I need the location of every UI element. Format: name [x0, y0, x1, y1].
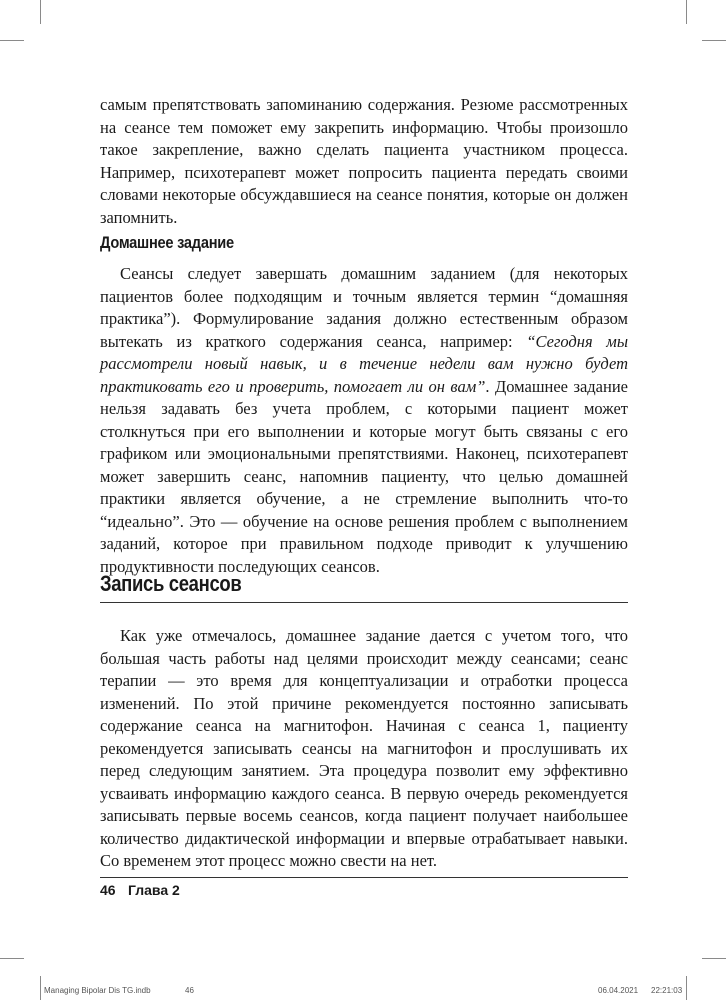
homework-text-after: . Домашнее задание нельзя задавать без учета проблем, с которыми пациент может столкнуться при его выполнении и которые могут быть связаны с его графиком или эмоциональными препятствиями. Наконец, психотерапевт может завершить сеанс, напомнив пациенту, что целью домашней практики является обучение, а не стремление выполнить что-то “идеально”. Это — обучение на основе решения проблем с выполнением заданий, которое при правильном подходе приводит к улучшению продуктивности последующих сеансов. — [100, 376, 628, 576]
crop-mark-bottom-right-v — [686, 976, 687, 1000]
intro-paragraph: самым препятствовать запоминанию содержания. Резюме рассмотренных на сеансе тем поможет ему закрепить информацию. Чтобы произошло такое закрепление, важно сделать пациента участником процесса. Например, психотерапевт может попросить пациента передать своими словами некоторые обсуждавшиеся на сеансе понятия, которые он должен запомнить. — [100, 95, 628, 227]
homework-text-before: Сеансы следует завершать домашним заданием (для некоторых пациентов более подходящим и точным является термин “домашняя практика”). Формулирование задания должно естественным образом вытекать из краткого содержания сеанса, например: — [100, 264, 628, 351]
slug-time: 22:21:03 — [651, 986, 683, 995]
crop-mark-bottom-right-h — [702, 958, 726, 959]
footer-rule — [100, 877, 628, 878]
chapter-label: Глава 2 — [128, 882, 180, 898]
slug-page: 46 — [185, 986, 194, 995]
crop-mark-top-left-h — [0, 40, 24, 41]
homework-block — [100, 263, 628, 578]
homework-quote: “Сегодня мы рассмотрели новый навык, и в течение недели вам нужно будет практиковать его и проверить, помогает ли он вам” — [100, 331, 629, 396]
crop-mark-top-right-h — [702, 40, 726, 41]
recording-heading: Запись сеансов — [100, 571, 242, 596]
heading-rule — [100, 602, 628, 603]
page-number: 46 — [100, 882, 116, 898]
recording-block — [100, 625, 628, 873]
slug-file: Managing Bipolar Dis TG.indb — [44, 986, 151, 995]
homework-heading: Домашнее задание — [100, 233, 234, 252]
recording-paragraph: Как уже отмечалось, домашнее задание дается с учетом того, что большая часть работы над целями происходит между сеансами; сеанс терапии — это время для концептуализации и отработки процесса изменений. По этой причине рекомендуется постоянно записывать содержание сеанса на магнитофон. Начиная с сеанса 1, пациенту рекомендуется записывать сеансы на магнитофон и прослушивать их перед следующим занятием. Эта процедура позволит ему эффективно усваивать информацию каждого сеанса. В первую очередь рекомендуется записывать первые восемь сеансов, когда пациент получает наибольшее количество дидактической информации и впервые отрабатывает навыки. Со временем этот процесс можно свести на нет. — [100, 626, 628, 870]
crop-mark-top-right-v — [686, 0, 687, 24]
crop-mark-bottom-left-v — [40, 976, 41, 1000]
slug-date: 06.04.2021 — [598, 986, 639, 995]
crop-mark-bottom-left-h — [0, 958, 24, 959]
crop-mark-top-left-v — [40, 0, 41, 24]
homework-paragraph — [100, 263, 628, 578]
intro-block — [100, 94, 628, 229]
